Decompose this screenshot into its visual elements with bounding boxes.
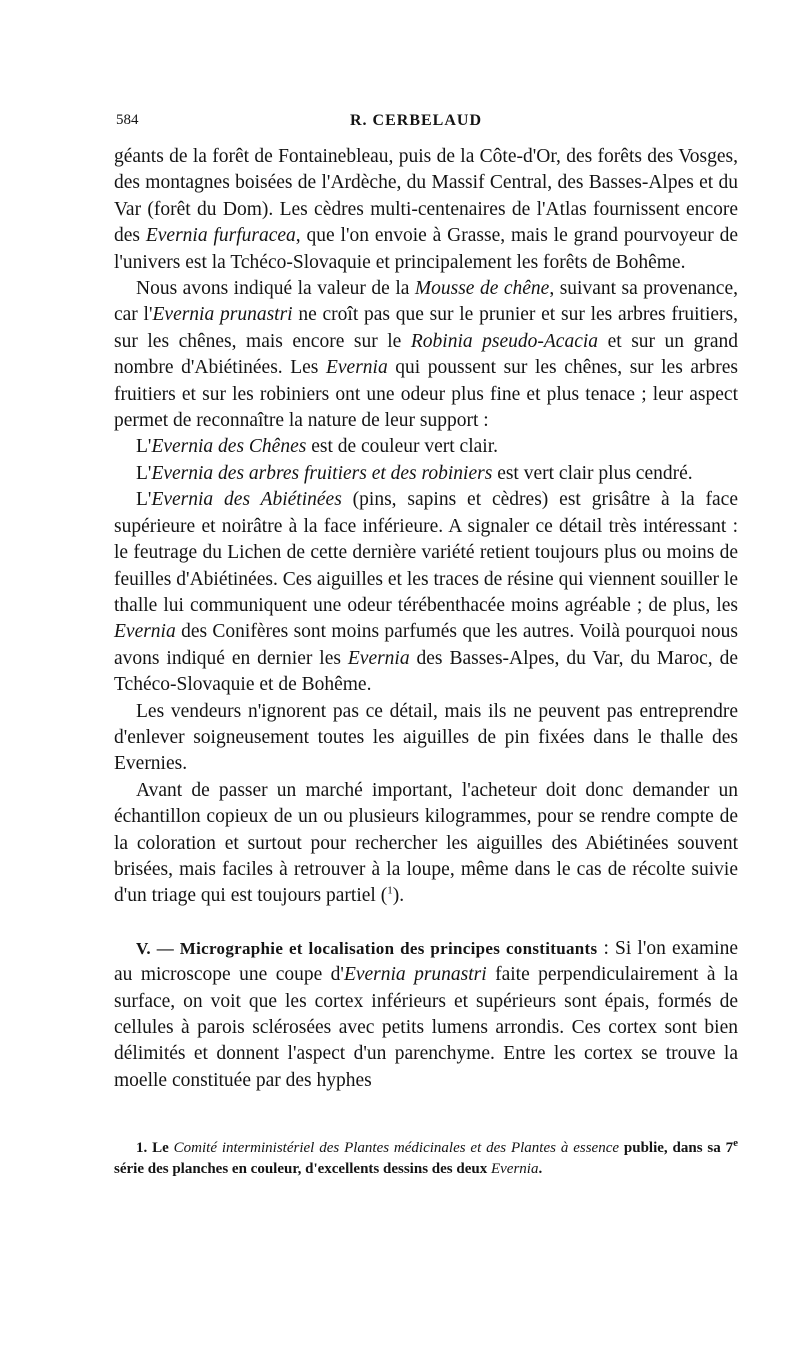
p2-t2: , suivant sa provenance, car l' — [114, 278, 738, 326]
p3-t2: est de couleur vert clair. — [306, 436, 498, 458]
p5-t3: des Conifères sont moins parfumés que les autres. Voilà pourquoi nous avons indiqué en dernier les — [114, 621, 738, 669]
p6-text: Les vendeurs n'ignorent pas ce détail, mais ils ne peuvent pas entreprendre d'enlever soigneusement toutes les aiguilles de pin fixées dans le thalle des Evernies. — [114, 700, 738, 775]
running-head: R. CERBELAUD — [349, 112, 482, 129]
p2-i3: Robinia pseudo-Acacia — [410, 330, 599, 352]
p8-t1: : Si l'on examine au microscope une coupe d' — [114, 937, 739, 986]
paragraph-3 — [114, 434, 738, 460]
fn-t2: publie, dans sa 7 — [619, 1140, 734, 1156]
p4-t1: L' — [136, 462, 152, 484]
p2-i4: Evernia — [325, 357, 388, 379]
p5-i2: Evernia — [114, 621, 176, 643]
paragraph-2 — [114, 276, 738, 434]
p8-i1: Evernia prunastri — [343, 964, 487, 986]
p2-t5: qui poussent sur les chênes, sur les arbres fruitiers et sur les robiniers ont une odeur plus fine et plus tenace ; leur aspect permet de reconnaître la nature de leur support : — [114, 357, 738, 432]
footnote-reference: 1 — [387, 884, 393, 897]
p1-text2: , que l'on envoie à Grasse, mais le grand pourvoyeur de l'univers est la Tchéco-Slovaquie et principalement les forêts de Bohême. — [114, 225, 738, 273]
p7-text: Avant de passer un marché important, l'acheteur doit donc demander un échantillon copieux de un ou plusieurs kilogrammes, pour se rendre compte de la coloration et surtout pour rechercher les aiguilles des Abiétinées souvent brisées, mais faciles à retrouver à la loupe, même dans le cas de récolte suivie d'un triage qui est toujours partiel ( — [114, 779, 738, 907]
p5-t1: L' — [136, 489, 152, 511]
p2-t1: Nous avons indiqué la valeur de la — [136, 278, 415, 300]
p5-t4: des Basses-Alpes, du Var, du Maroc, de Tchéco-Slovaquie et de Bohême. — [114, 647, 738, 696]
p2-i1: Mousse de chêne — [414, 278, 550, 300]
p7-text-end: ). — [392, 885, 405, 907]
section-heading: V. — Micrographie et localisation des principes constituants — [136, 938, 598, 958]
p4-t2: est vert clair plus cendré. — [492, 462, 693, 484]
p2-i2: Evernia prunastri — [152, 304, 293, 326]
p4-i1: Evernia des arbres fruitiers et des robiniers — [151, 462, 493, 484]
fn-sup: e — [733, 1137, 738, 1149]
p3-t1: L' — [136, 436, 152, 458]
paragraph-4 — [114, 461, 738, 487]
fn-i1: Comité interministériel des Plantes médicinales et des Plantes à essence — [173, 1140, 620, 1156]
p5-i3: Evernia — [347, 647, 410, 669]
p5-t2: (pins, sapins et cèdres) est grisâtre à la face supérieure et noirâtre à la face inférieure. A signaler ce détail très intéressant : le feutrage du Lichen de cette dernière variété retient toujours plus ou moins de feuilles d'Abiétinées. Ces aiguilles et les traces de résine qui viennent souiller le thalle lui communiquent une odeur térébenthacée moins agréable ; de plus, les — [114, 489, 738, 616]
fn-t4: . — [538, 1161, 543, 1177]
p8-t2: faite perpendiculairement à la surface, on voit que les cortex inférieurs et supérieurs sont épais, formés de cellules à parois sclérosées avec petits lumens arrondis. Ces cortex sont bien délimités et donnent l'aspect d'un parenchyme. Entre les cortex se trouve la moelle constituée par des hyphes — [114, 964, 738, 1091]
fn-i2: Evernia — [490, 1161, 539, 1177]
paragraph-6 — [114, 699, 738, 778]
fn-t3: série des planches en couleur, d'excellents dessins des deux — [114, 1161, 491, 1177]
page-number: 584 — [116, 112, 139, 128]
page-header — [114, 112, 738, 138]
footnote — [114, 1138, 738, 1180]
p2-t3: ne croît pas que sur le prunier et sur les arbres fruitiers, sur les chênes, mais encore sur le — [114, 304, 738, 352]
footnote-text — [114, 1138, 738, 1180]
paragraph-1 — [114, 144, 738, 276]
p5-i1: Evernia des Abiétinées — [151, 489, 342, 511]
body-text — [114, 144, 738, 1094]
p2-t4: et sur un grand nombre d'Abiétinées. Les — [114, 330, 738, 379]
p3-i1: Evernia des Chênes — [151, 436, 307, 458]
p1-italic: Evernia furfuracea — [145, 225, 296, 247]
paragraph-7 — [114, 778, 738, 910]
paragraph-5 — [114, 487, 738, 698]
p1-text: géants de la forêt de Fontainebleau, puis de la Côte-d'Or, des forêts des Vosges, des montagnes boisées de l'Ardèche, du Massif Central, des Basses-Alpes et du Var (forêt du Dom). Les cèdres multi-centenaires de l'Atlas fournissent encore des — [114, 146, 738, 247]
fn-t1: 1. Le — [136, 1140, 174, 1156]
paragraph-8 — [114, 936, 738, 1094]
